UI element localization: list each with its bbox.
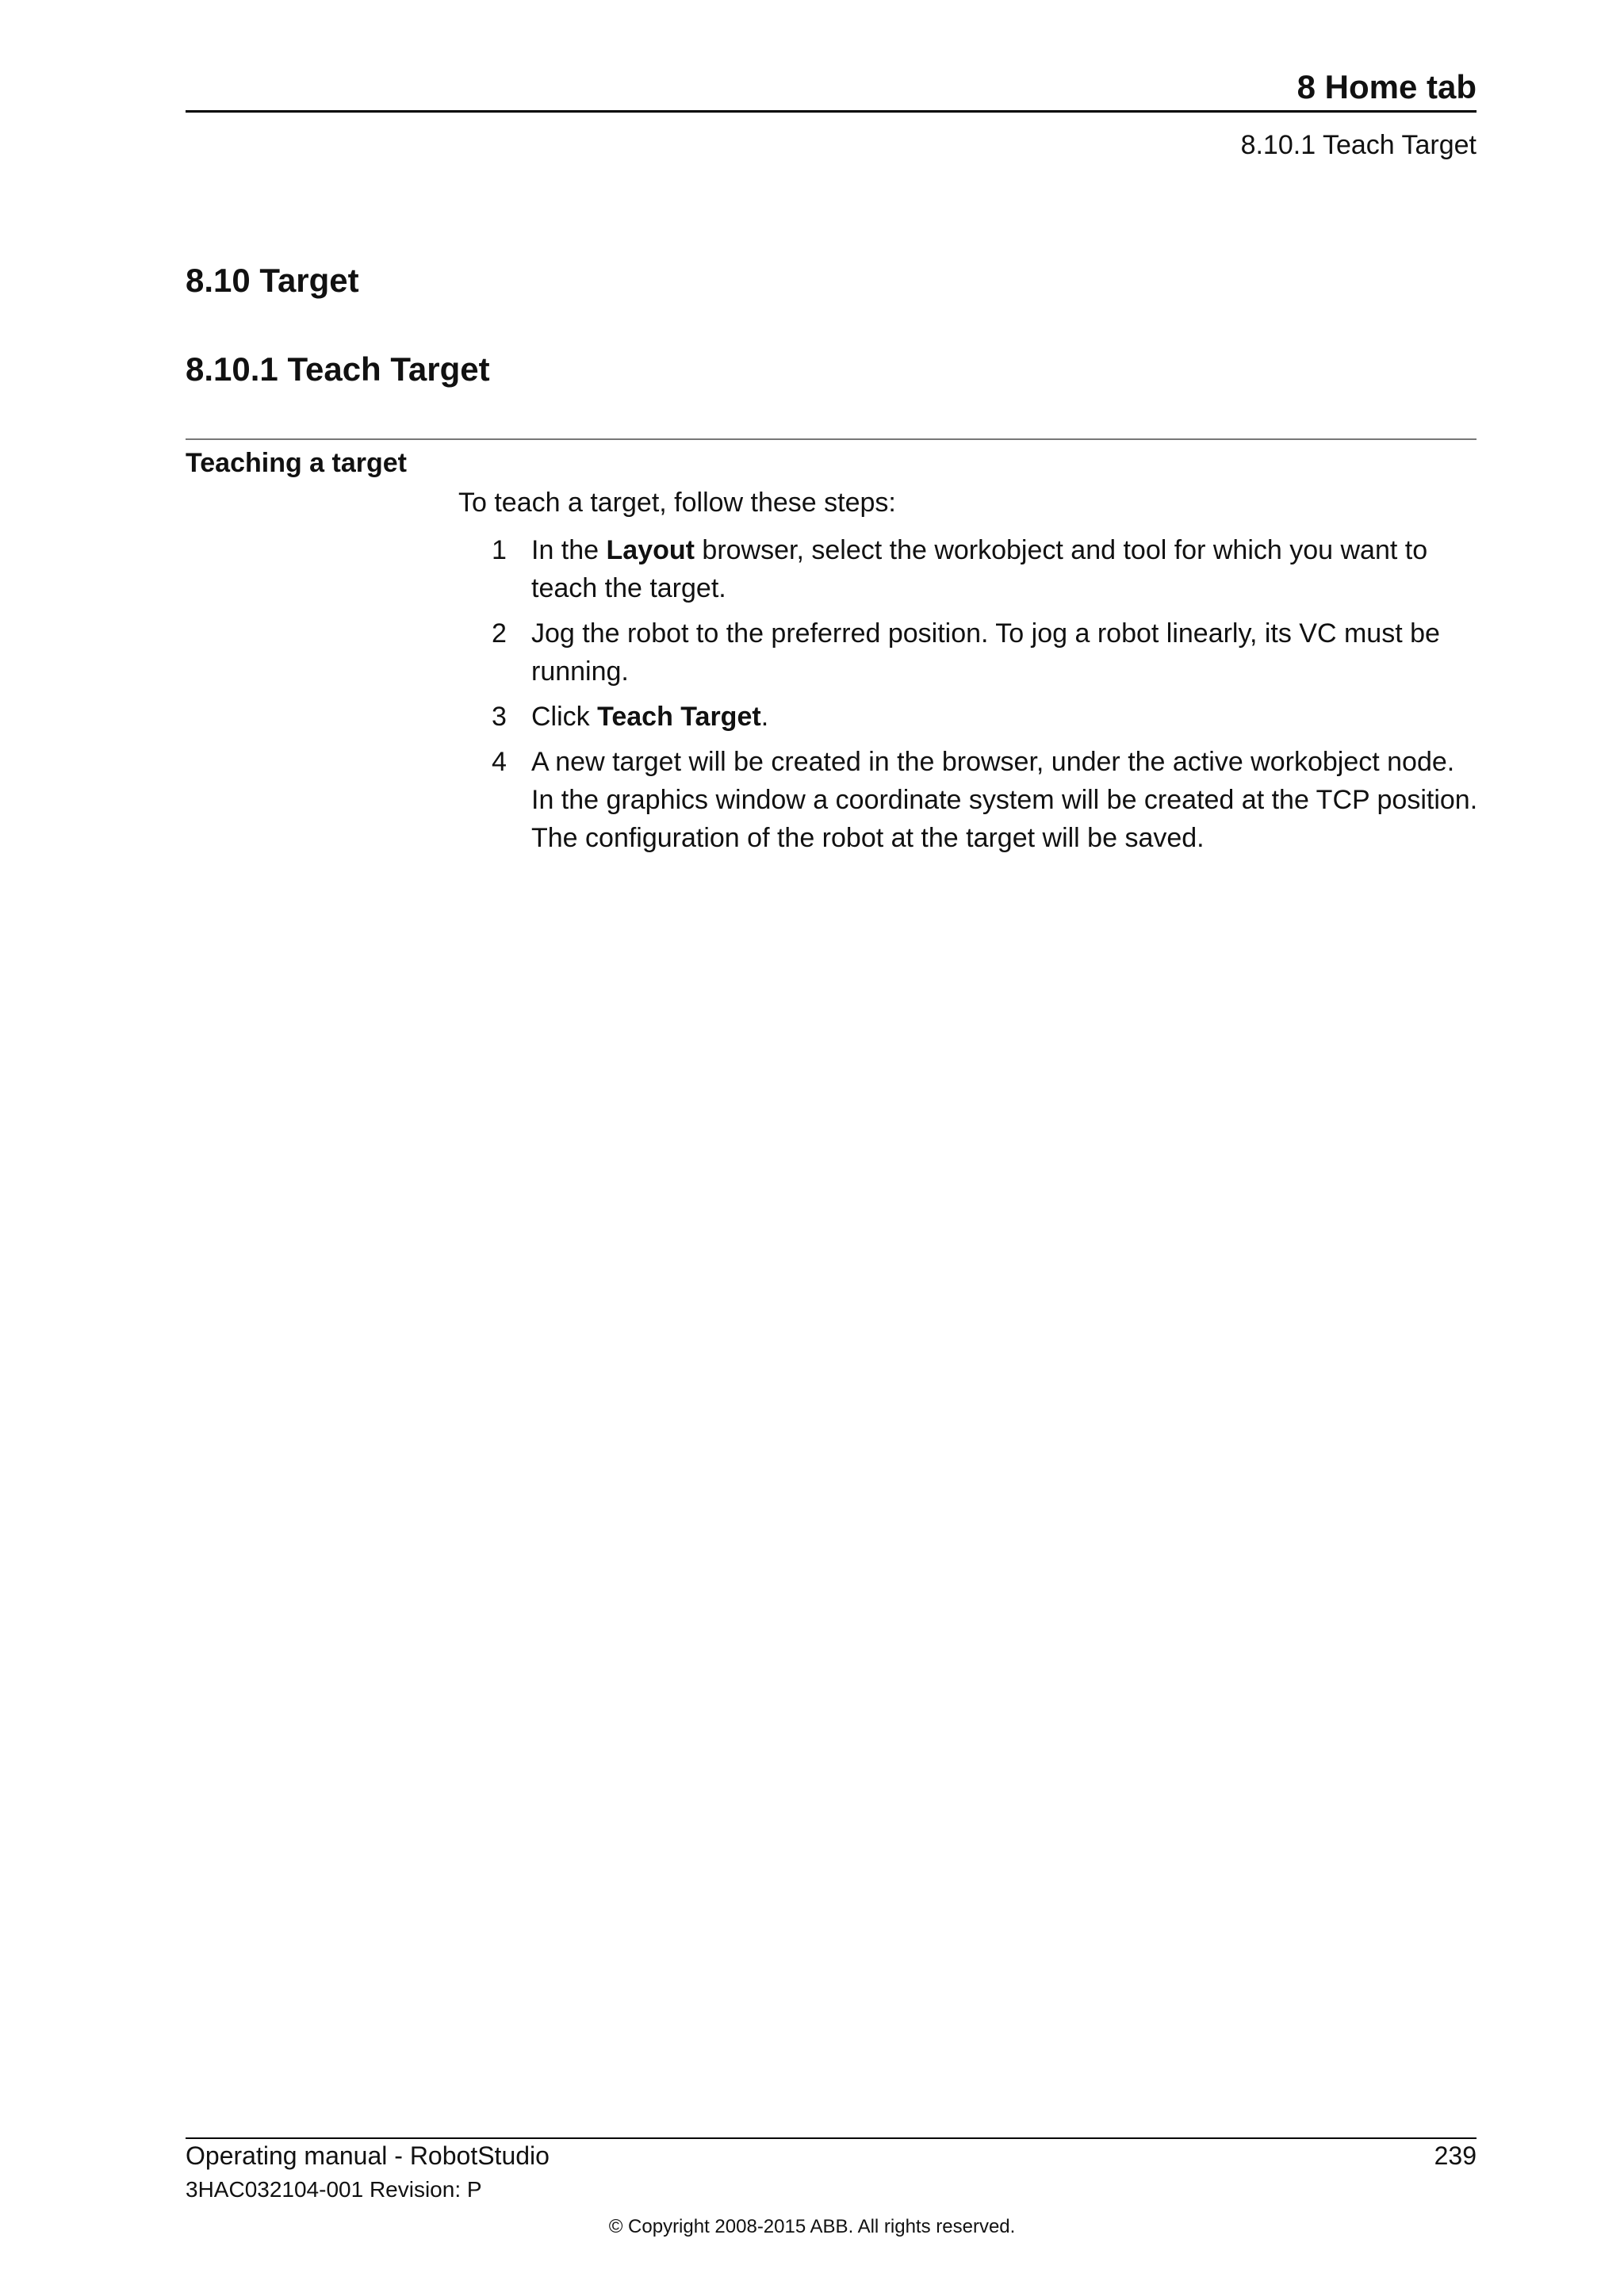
running-header-section: 8.10.1 Teach Target (1240, 130, 1477, 160)
step-text (531, 535, 1427, 603)
list-item (458, 698, 1481, 736)
footer-document-id: 3HAC032104-001 Revision: P (186, 2177, 482, 2202)
step-text-part: Jog the robot to the preferred position. To jog a robot linearly, its VC must be running. (531, 618, 1440, 687)
list-item (458, 743, 1481, 857)
step-text (531, 618, 1440, 687)
step-ui-term: Teach Target (597, 702, 761, 732)
subsection-heading: 8.10.1 Teach Target (186, 350, 490, 388)
side-heading-divider (186, 438, 1477, 440)
step-text-part: browser, select the workobject and tool for which you want to teach the target. (531, 535, 1428, 603)
step-number: 2 (492, 618, 507, 649)
step-text (531, 702, 768, 732)
step-number: 1 (492, 535, 507, 565)
list-item (458, 531, 1481, 607)
step-text-part: . (760, 702, 769, 732)
step-text-part: Click (531, 702, 598, 732)
step-text (531, 747, 1477, 853)
running-header-chapter: 8 Home tab (1297, 68, 1477, 105)
step-text-part: In the (531, 535, 607, 565)
step-list (458, 531, 1481, 864)
side-heading: Teaching a target (186, 448, 407, 478)
section-heading: 8.10 Target (186, 262, 359, 299)
step-number: 3 (492, 702, 507, 732)
intro-paragraph: To teach a target, follow these steps: (458, 488, 896, 518)
step-text-part: A new target will be created in the browser, under the active workobject node. In the graphics window a coordinate system will be created at the TCP position. The configuration of the robot at the target will be saved. (531, 747, 1478, 853)
header-divider (186, 110, 1477, 113)
step-ui-term: Layout (606, 535, 695, 565)
page-number: 239 (1434, 2141, 1477, 2170)
footer-copyright: © Copyright 2008-2015 ABB. All rights reserved. (608, 2216, 1016, 2237)
footer-divider (186, 2137, 1477, 2139)
footer-manual-title: Operating manual - RobotStudio (186, 2141, 550, 2170)
step-number: 4 (492, 747, 507, 777)
list-item (458, 614, 1481, 691)
